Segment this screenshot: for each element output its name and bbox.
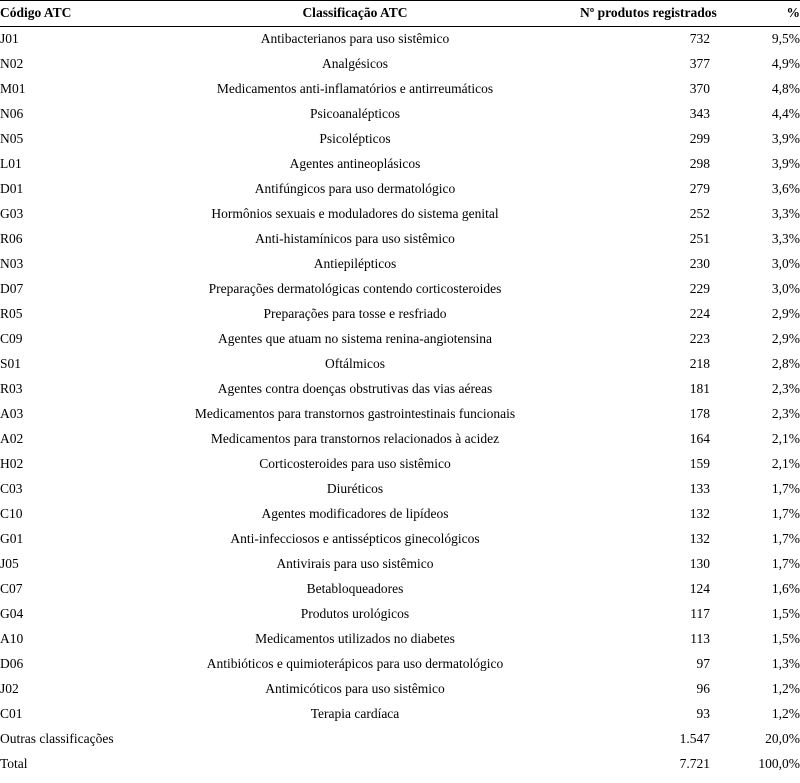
cell-percent: 1,7% bbox=[771, 505, 800, 521]
table-row bbox=[0, 302, 800, 327]
table-row bbox=[0, 527, 800, 552]
cell-code: D01 bbox=[0, 180, 24, 196]
cell-code: Outras classificações bbox=[0, 730, 114, 746]
cell-code: R05 bbox=[0, 305, 23, 321]
cell-code: L01 bbox=[0, 155, 22, 171]
cell-count: 732 bbox=[689, 30, 710, 46]
cell-percent: 2,8% bbox=[771, 355, 800, 371]
cell-classification: Produtos urológicos bbox=[300, 605, 410, 621]
cell-code: N06 bbox=[0, 105, 24, 121]
cell-classification: Antivirais para uso sistêmico bbox=[276, 555, 434, 571]
cell-count: 251 bbox=[689, 230, 710, 246]
cell-percent: 4,9% bbox=[771, 55, 800, 71]
cell-code: S01 bbox=[0, 355, 22, 371]
cell-percent: 1,7% bbox=[771, 480, 800, 496]
cell-code: G01 bbox=[0, 530, 24, 546]
table-row bbox=[0, 677, 800, 702]
cell-percent: 3,3% bbox=[771, 205, 800, 221]
cell-percent: 1,7% bbox=[771, 530, 800, 546]
cell-count: 132 bbox=[689, 530, 710, 546]
table-row bbox=[0, 227, 800, 252]
cell-count: 343 bbox=[689, 105, 710, 121]
cell-classification: Medicamentos para transtornos gastrointestinais funcionais bbox=[194, 405, 516, 421]
cell-code: J05 bbox=[0, 555, 19, 571]
cell-classification: Betabloqueadores bbox=[306, 580, 404, 596]
table-row bbox=[0, 702, 800, 727]
cell-classification: Oftálmicos bbox=[325, 355, 385, 371]
table-header-row bbox=[0, 1, 800, 27]
cell-percent: 2,1% bbox=[771, 455, 800, 471]
cell-percent: 4,8% bbox=[771, 80, 800, 96]
cell-percent: 9,5% bbox=[771, 30, 800, 46]
table-row bbox=[0, 627, 800, 652]
cell-classification: Corticosteroides para uso sistêmico bbox=[259, 455, 451, 471]
cell-code: J02 bbox=[0, 680, 19, 696]
cell-count: 159 bbox=[689, 455, 710, 471]
cell-percent: 1,5% bbox=[771, 605, 800, 621]
table-row bbox=[0, 502, 800, 527]
table-row bbox=[0, 652, 800, 677]
cell-count: 370 bbox=[689, 80, 710, 96]
cell-count: 252 bbox=[689, 205, 710, 221]
cell-percent: 2,3% bbox=[771, 405, 800, 421]
table-row bbox=[0, 277, 800, 302]
cell-count: 130 bbox=[689, 555, 710, 571]
cell-classification: Anti-histamínicos para uso sistêmico bbox=[255, 230, 455, 246]
cell-percent: 1,6% bbox=[771, 580, 800, 596]
cell-percent: 1,3% bbox=[771, 655, 800, 671]
cell-percent: 1,2% bbox=[771, 680, 800, 696]
cell-classification: Agentes que atuam no sistema renina-angiotensina bbox=[217, 330, 493, 346]
table-row bbox=[0, 77, 800, 102]
cell-percent: 2,9% bbox=[771, 330, 800, 346]
cell-classification: Psicoanalépticos bbox=[310, 105, 400, 121]
cell-code: C09 bbox=[0, 330, 23, 346]
cell-percent: 2,9% bbox=[771, 305, 800, 321]
table-row bbox=[0, 177, 800, 202]
cell-classification: Antifúngicos para uso dermatológico bbox=[254, 180, 456, 196]
cell-classification: Antimicóticos para uso sistêmico bbox=[265, 680, 445, 696]
cell-count: 133 bbox=[689, 480, 710, 496]
cell-classification: Medicamentos para transtornos relacionados à acidez bbox=[210, 430, 500, 446]
cell-classification: Antibacterianos para uso sistêmico bbox=[260, 30, 450, 46]
cell-classification: Psicolépticos bbox=[319, 130, 391, 146]
cell-percent: 1,7% bbox=[771, 555, 800, 571]
cell-code: C01 bbox=[0, 705, 23, 721]
column-header-classification: Classificação ATC bbox=[302, 5, 408, 20]
table-header bbox=[0, 1, 800, 27]
table-row bbox=[0, 452, 800, 477]
cell-count: 298 bbox=[689, 155, 710, 171]
cell-percent: 2,1% bbox=[771, 430, 800, 446]
table-row bbox=[0, 727, 800, 752]
cell-count: 230 bbox=[689, 255, 710, 271]
cell-count: 132 bbox=[689, 505, 710, 521]
cell-percent: 20,0% bbox=[765, 730, 800, 746]
cell-percent: 2,3% bbox=[771, 380, 800, 396]
column-header-percent: % bbox=[786, 5, 800, 20]
cell-code: D07 bbox=[0, 280, 24, 296]
cell-classification: Terapia cardíaca bbox=[310, 705, 400, 721]
table-row bbox=[0, 127, 800, 152]
table-row bbox=[0, 52, 800, 77]
cell-classification: Antibióticos e quimioterápicos para uso dermatológico bbox=[206, 655, 504, 671]
cell-classification bbox=[130, 752, 580, 777]
cell-code: N02 bbox=[0, 55, 24, 71]
cell-percent: 1,2% bbox=[771, 705, 800, 721]
cell-code: R03 bbox=[0, 380, 23, 396]
cell-code: D06 bbox=[0, 655, 24, 671]
table-row bbox=[0, 26, 800, 52]
cell-classification: Analgésicos bbox=[322, 55, 388, 71]
table-row bbox=[0, 202, 800, 227]
cell-code: N05 bbox=[0, 130, 24, 146]
cell-count: 113 bbox=[690, 630, 710, 646]
cell-count: 1.547 bbox=[679, 730, 710, 746]
cell-classification: Preparações para tosse e resfriado bbox=[263, 305, 447, 321]
cell-code: A02 bbox=[0, 430, 24, 446]
cell-count: 97 bbox=[696, 655, 710, 671]
table-row bbox=[0, 252, 800, 277]
cell-percent: 1,5% bbox=[771, 630, 800, 646]
cell-code: C10 bbox=[0, 505, 23, 521]
cell-percent: 3,0% bbox=[771, 255, 800, 271]
table-row bbox=[0, 477, 800, 502]
table-row bbox=[0, 427, 800, 452]
table-row bbox=[0, 402, 800, 427]
cell-classification: Agentes antineoplásicos bbox=[289, 155, 421, 171]
cell-count: 124 bbox=[689, 580, 710, 596]
cell-percent: 3,0% bbox=[771, 280, 800, 296]
cell-code: N03 bbox=[0, 255, 24, 271]
cell-percent: 4,4% bbox=[771, 105, 800, 121]
cell-classification: Medicamentos anti-inflamatórios e antirreumáticos bbox=[216, 80, 494, 96]
cell-count: 279 bbox=[689, 180, 710, 196]
cell-count: 229 bbox=[689, 280, 710, 296]
cell-classification: Hormônios sexuais e moduladores do sistema genital bbox=[211, 205, 499, 221]
table-row bbox=[0, 552, 800, 577]
cell-count: 224 bbox=[689, 305, 710, 321]
table-row bbox=[0, 577, 800, 602]
cell-percent: 100,0% bbox=[758, 755, 800, 771]
cell-percent: 3,9% bbox=[771, 155, 800, 171]
cell-count: 96 bbox=[696, 680, 710, 696]
column-header-code: Código ATC bbox=[0, 5, 72, 20]
cell-classification bbox=[130, 727, 580, 752]
cell-percent: 3,3% bbox=[771, 230, 800, 246]
cell-count: 181 bbox=[689, 380, 710, 396]
table-body bbox=[0, 26, 800, 777]
cell-percent: 3,9% bbox=[771, 130, 800, 146]
cell-count: 299 bbox=[689, 130, 710, 146]
table-row bbox=[0, 752, 800, 777]
table-row bbox=[0, 602, 800, 627]
cell-code: G04 bbox=[0, 605, 24, 621]
cell-classification: Anti-infecciosos e antissépticos ginecológicos bbox=[230, 530, 480, 546]
cell-code: C03 bbox=[0, 480, 23, 496]
table-row bbox=[0, 102, 800, 127]
cell-count: 93 bbox=[696, 705, 710, 721]
cell-classification: Diuréticos bbox=[326, 480, 384, 496]
cell-code: G03 bbox=[0, 205, 24, 221]
cell-classification: Agentes contra doenças obstrutivas das vias aéreas bbox=[217, 380, 493, 396]
cell-count: 377 bbox=[689, 55, 710, 71]
cell-count: 7.721 bbox=[679, 755, 710, 771]
cell-code: A03 bbox=[0, 405, 24, 421]
cell-classification: Agentes modificadores de lipídeos bbox=[261, 505, 449, 521]
cell-code: C07 bbox=[0, 580, 23, 596]
table-row bbox=[0, 152, 800, 177]
table-row bbox=[0, 352, 800, 377]
cell-count: 164 bbox=[689, 430, 710, 446]
cell-classification: Medicamentos utilizados no diabetes bbox=[255, 630, 455, 646]
table-row bbox=[0, 377, 800, 402]
cell-classification: Preparações dermatológicas contendo corticosteroides bbox=[208, 280, 502, 296]
cell-count: 218 bbox=[689, 355, 710, 371]
cell-percent: 3,6% bbox=[771, 180, 800, 196]
table-row bbox=[0, 327, 800, 352]
cell-code: A10 bbox=[0, 630, 24, 646]
cell-count: 223 bbox=[689, 330, 710, 346]
cell-count: 178 bbox=[689, 405, 710, 421]
cell-classification: Antiepilépticos bbox=[313, 255, 397, 271]
cell-code: R06 bbox=[0, 230, 23, 246]
column-header-count: Nº produtos registrados bbox=[580, 5, 717, 20]
cell-code: M01 bbox=[0, 80, 26, 96]
cell-code: J01 bbox=[0, 30, 19, 46]
cell-code: Total bbox=[0, 755, 28, 771]
cell-code: H02 bbox=[0, 455, 24, 471]
cell-count: 117 bbox=[690, 605, 710, 621]
